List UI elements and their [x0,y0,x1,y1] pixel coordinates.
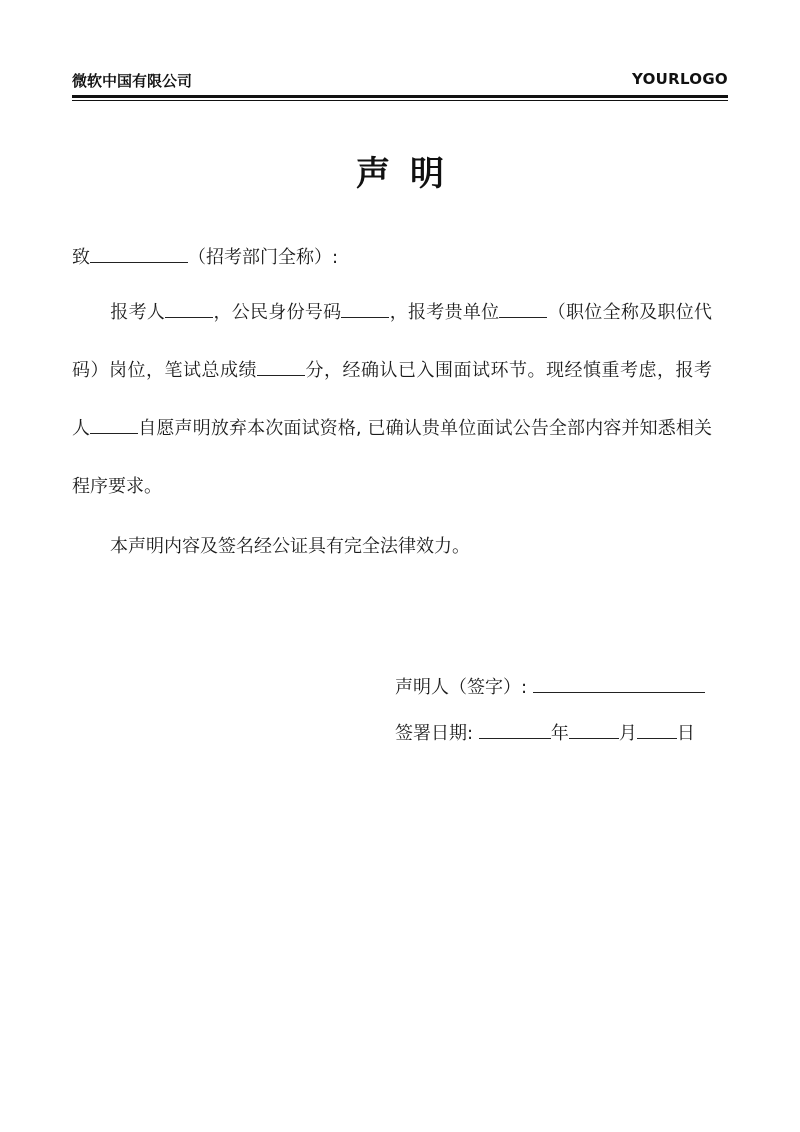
p1-seg-4: （职位全称及职位代码）岗位，笔试总成绩 [72,302,713,381]
p1-seg-6: 自愿声明放弃本次面试资格, 已确认贵单位面试公告全部内容并知悉相关程序要求。 [72,418,712,497]
score-blank[interactable] [257,357,305,376]
declaration-paragraph [72,284,712,516]
p1-seg-5: 分，经确认已入围面试环节。现经慎重考虑，报考人 [72,360,712,439]
signature-label: 声明人（签字）: [395,677,528,698]
p1-seg-2: ，公民身份号码 [213,302,342,323]
signature-blank[interactable] [533,674,705,693]
id-number-blank[interactable] [341,299,389,318]
document-title: 声明 [356,154,464,194]
header-rule-thick [72,95,728,98]
legal-effect-paragraph [72,518,712,576]
month-blank[interactable] [569,720,619,739]
recipient-blank[interactable] [90,244,188,263]
year-label: 年 [550,723,569,744]
date-label: 签署日期: [395,723,474,744]
applicant-blank[interactable] [90,415,138,434]
year-blank[interactable] [479,720,551,739]
salutation-prefix: 致 [72,247,90,268]
salutation-line [72,244,338,270]
day-label: 日 [676,723,695,744]
salutation-suffix: （招考部门全称）: [188,247,339,268]
name-blank[interactable] [165,299,213,318]
page-header [72,70,728,92]
header-rule-thin [72,100,728,101]
p1-seg-1: 报考人 [110,302,166,323]
company-name: 微软中国有限公司 [72,72,193,90]
p2-text: 本声明内容及签名经公证具有完全法律效力。 [110,536,470,557]
signature-line [395,674,705,700]
unit-blank[interactable] [499,299,547,318]
logo-text: YOURLOGO [631,70,728,88]
date-line [395,720,695,746]
day-blank[interactable] [637,720,677,739]
p1-seg-3: ，报考贵单位 [389,302,500,323]
month-label: 月 [618,723,637,744]
